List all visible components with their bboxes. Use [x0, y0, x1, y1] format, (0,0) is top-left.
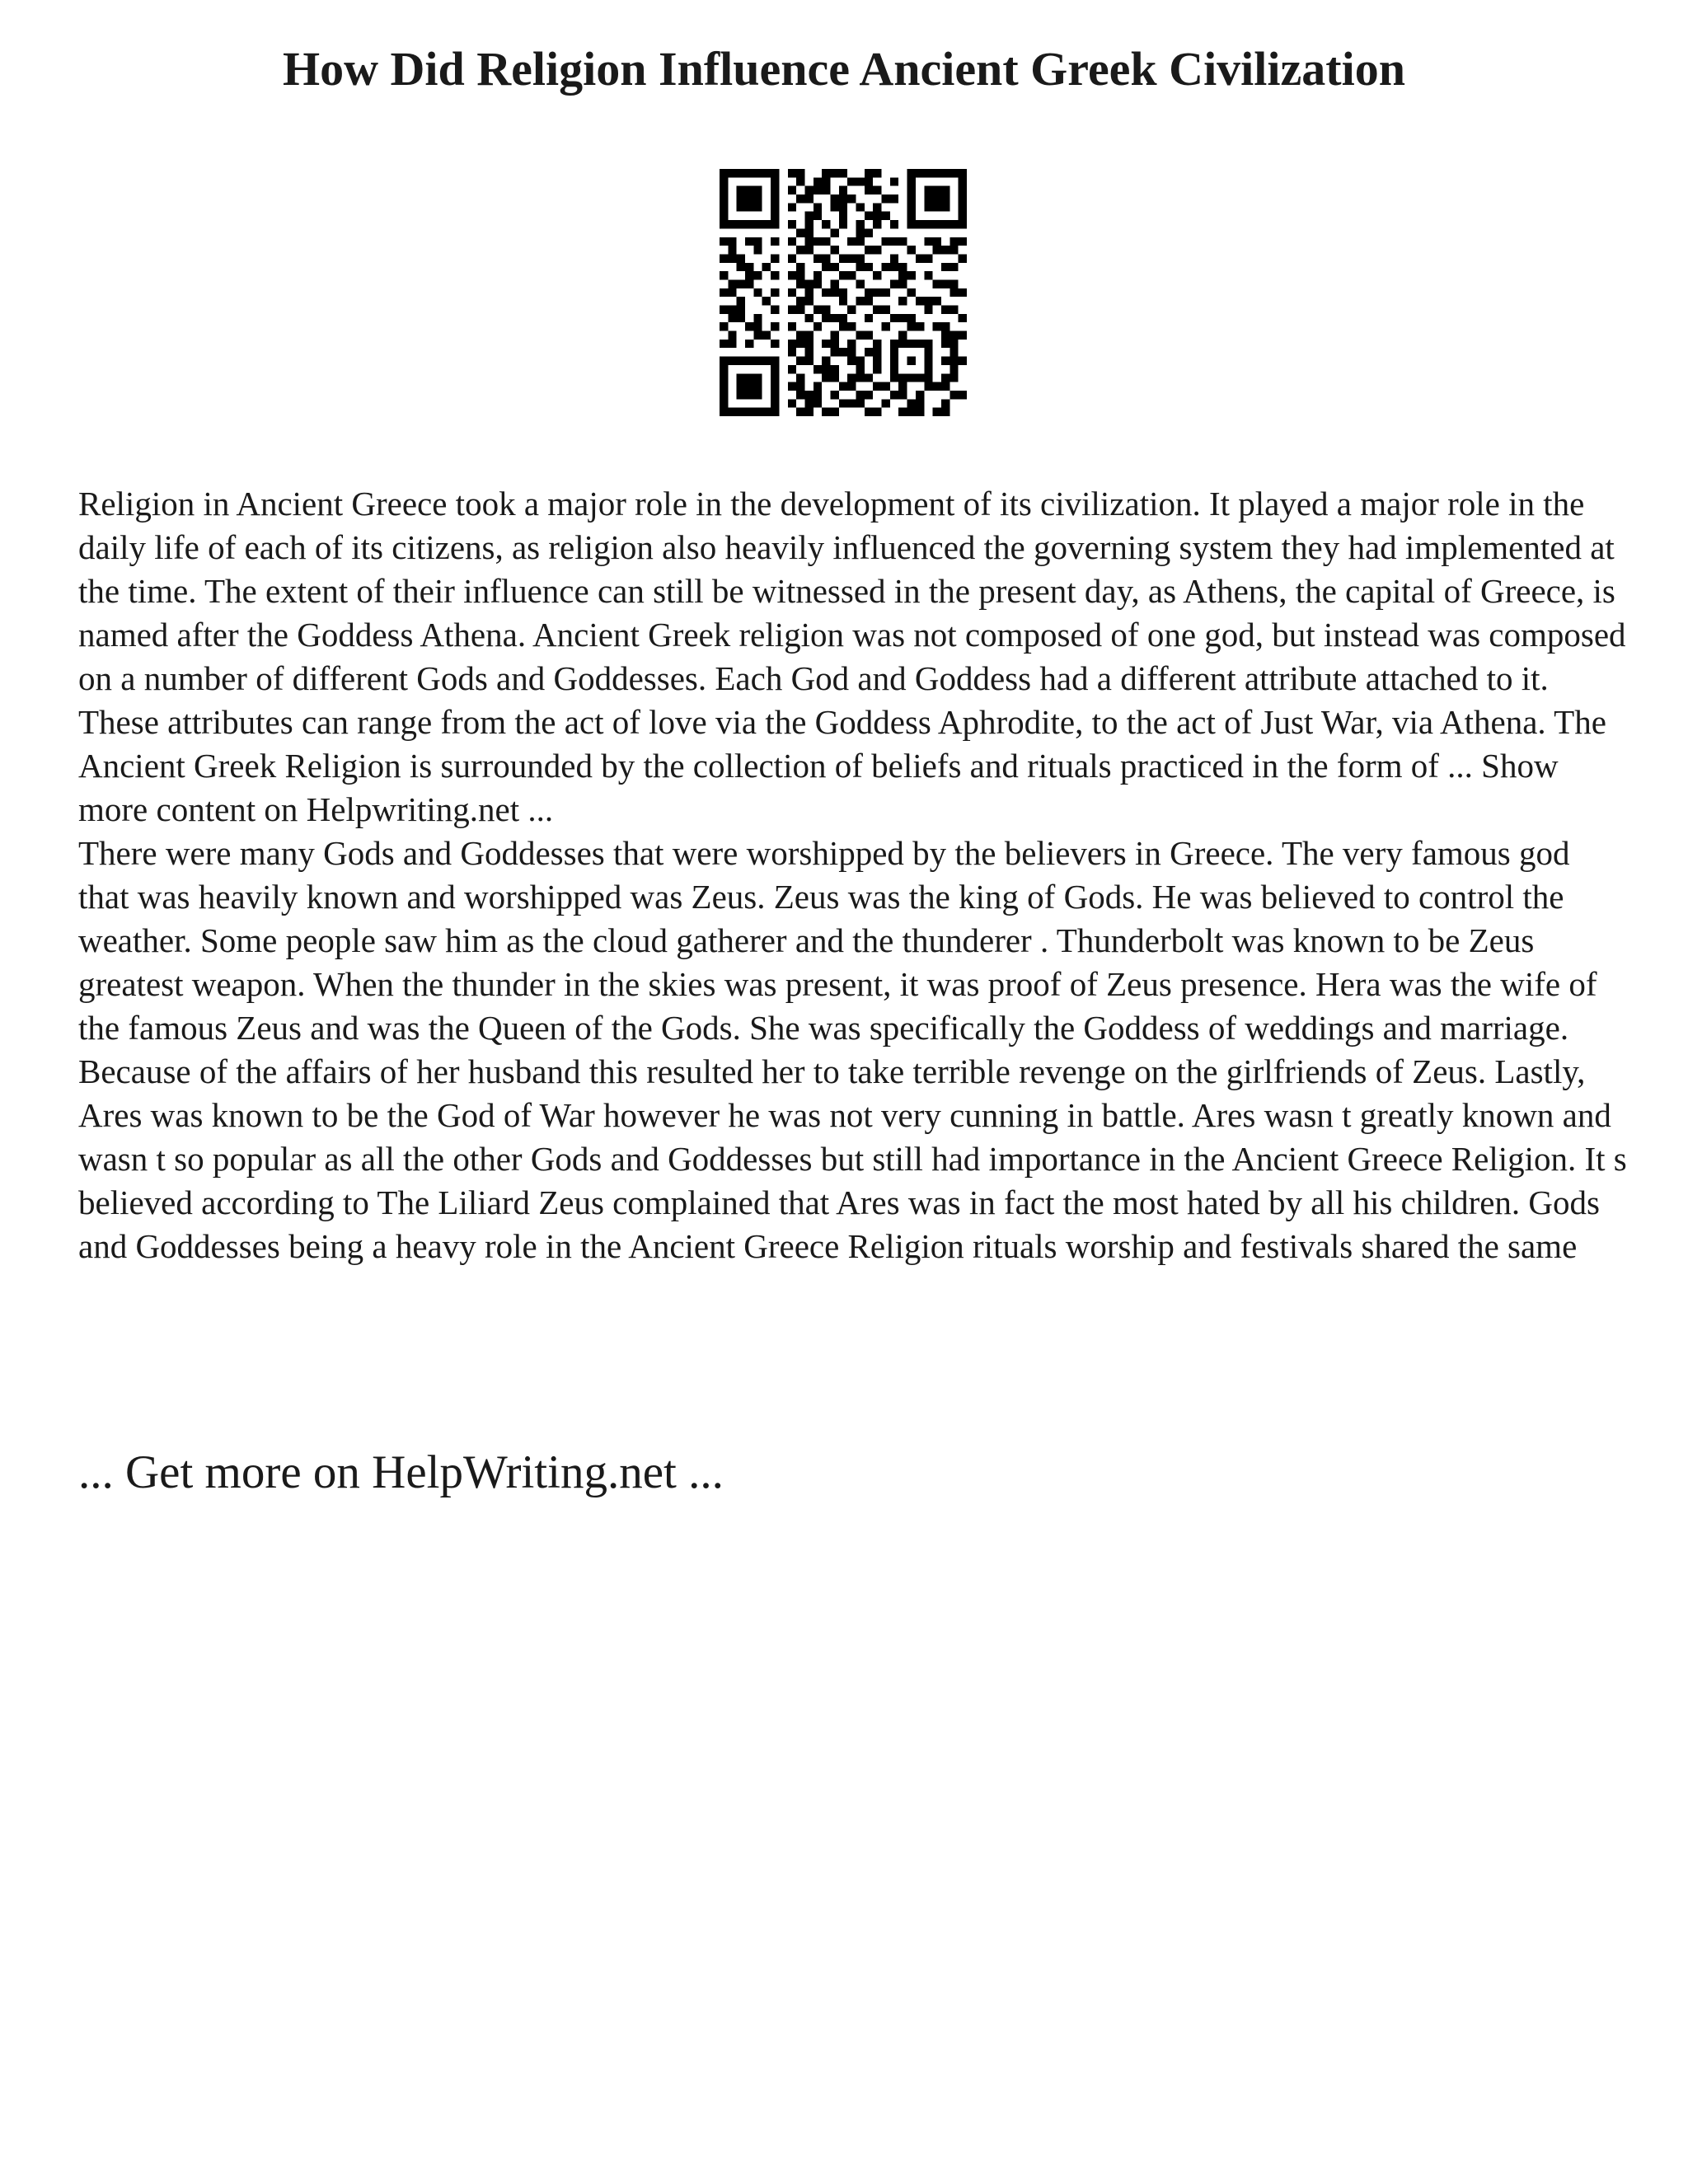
- paragraph-intro: Religion in Ancient Greece took a major role in the development of its civilization. It played a major role in the daily life of each of its citizens, as religion also heavily influenced the governing system they had implemented at the time. The extent of their influence can still be witnessed in the present day, as Athens, the capital of Greece, is named after the Goddess Athena. Ancient Greek religion was not composed of one god, but instead was composed on a number of different Gods and Goddesses. Each God and Goddess had a different attribute attached to it. These attributes can range from the act of love via the Goddess Aphrodite, to the act of Just War, via Athena. The Ancient Greek Religion is surrounded by the collection of beliefs and rituals practiced in the form of ... Show more content on Helpwriting.net ...: [78, 485, 1626, 828]
- get-more-link[interactable]: ... Get more on HelpWriting.net ...: [78, 1446, 724, 1498]
- qr-code-graphic: [720, 169, 967, 416]
- page-title: How Did Religion Influence Ancient Greek Civilization: [283, 42, 1405, 96]
- paragraph-gods: There were many Gods and Goddesses that were worshipped by the believers in Greece. The very famous god that was heavily known and worshipped was Zeus. Zeus was the king of Gods. He was believed to control the weather. Some people saw him as the cloud gatherer and the thunderer . Thunderbolt was known to be Zeus greatest weapon. When the thunder in the skies was present, it was proof of Zeus presence. Hera was the wife of the famous Zeus and was the Queen of the Gods. She was specifically the Goddess of weddings and marriage. Because of the affairs of her husband this resulted her to take terrible revenge on the girlfriends of Zeus. Lastly, Ares was known to be the God of War however he was not very cunning in battle. Ares wasn t greatly known and wasn t so popular as all the other Gods and Goddesses but still had importance in the Ancient Greece Religion. It s believed according to The Liliard Zeus complained that Ares was in fact the most hated by all his children. Gods and Goddesses being a heavy role in the Ancient Greece Religion rituals worship and festivals shared the same: [78, 834, 1627, 1265]
- qr-code-icon[interactable]: [720, 169, 967, 416]
- article-body: [78, 482, 1628, 1268]
